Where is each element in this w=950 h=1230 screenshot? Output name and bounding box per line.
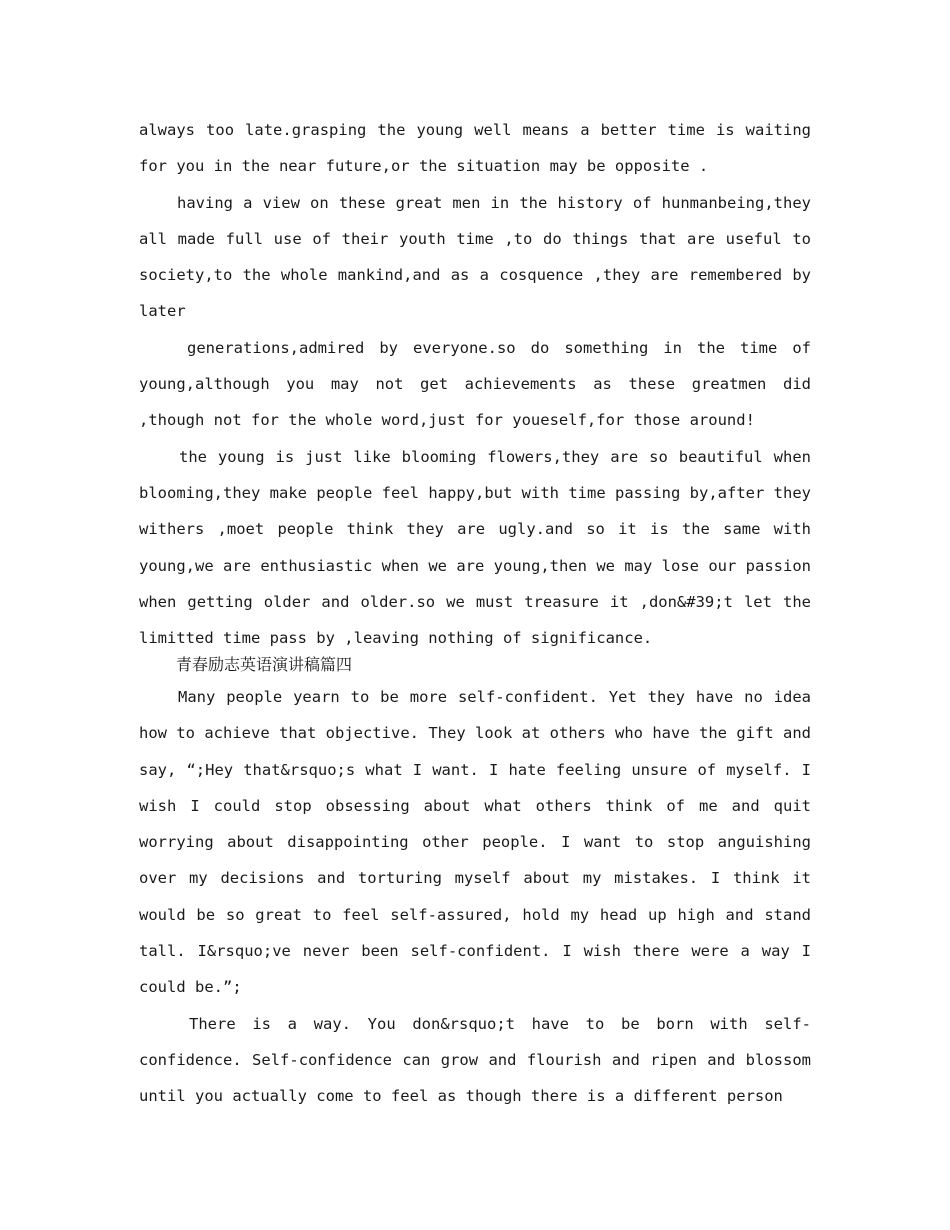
paragraph-3: generations,admired by everyone.so do something in the time of young,although you may not get achievements as these greatmen did ,though not for the whole word,just for youeself,for those around!: [139, 338, 811, 430]
body-text-bottom: [139, 679, 811, 1115]
body-text-top: [139, 112, 811, 656]
paragraph-6: There is a way. You don&rsquo;t have to be born with self-confidence. Self-confidence can grow and flourish and ripen and blossom until you actually come to feel as though there is a different person: [139, 1014, 811, 1106]
section-heading: 青春励志英语演讲稿篇四: [176, 655, 353, 674]
paragraph-2: having a view on these great men in the history of hunmanbeing,they all made full use of their youth time ,to do things that are useful to society,to the whole mankind,and as a cosquence ,they are remembered by later: [139, 193, 811, 321]
paragraph-1: always too late.grasping the young well means a better time is waiting for you in the near future,or the situation may be opposite .: [139, 121, 811, 176]
paragraph-5: Many people yearn to be more self-confident. Yet they have no idea how to achieve that objective. They look at others who have the gift and say, “;Hey that&rsquo;s what I want. I hate feeling unsure of myself. I wish I could stop obsessing about what others think of me and quit worrying about disappointing other people. I want to stop anguishing over my decisions and torturing myself about my mistakes. I think it would be so great to feel self-assured, hold my head up high and stand tall. I&rsquo;ve never been self-confident. I wish there were a way I could be.”;: [139, 688, 811, 997]
paragraph-4: the young is just like blooming flowers,they are so beautiful when blooming,they make people feel happy,but with time passing by,after they withers ,moet people think they are ugly.and so it is the same with young,we are enthusiastic when we are young,then we may lose our passion when getting older and older.so we must treasure it ,don&#39;t let the limitted time pass by ,leaving nothing of significance.: [139, 447, 811, 648]
